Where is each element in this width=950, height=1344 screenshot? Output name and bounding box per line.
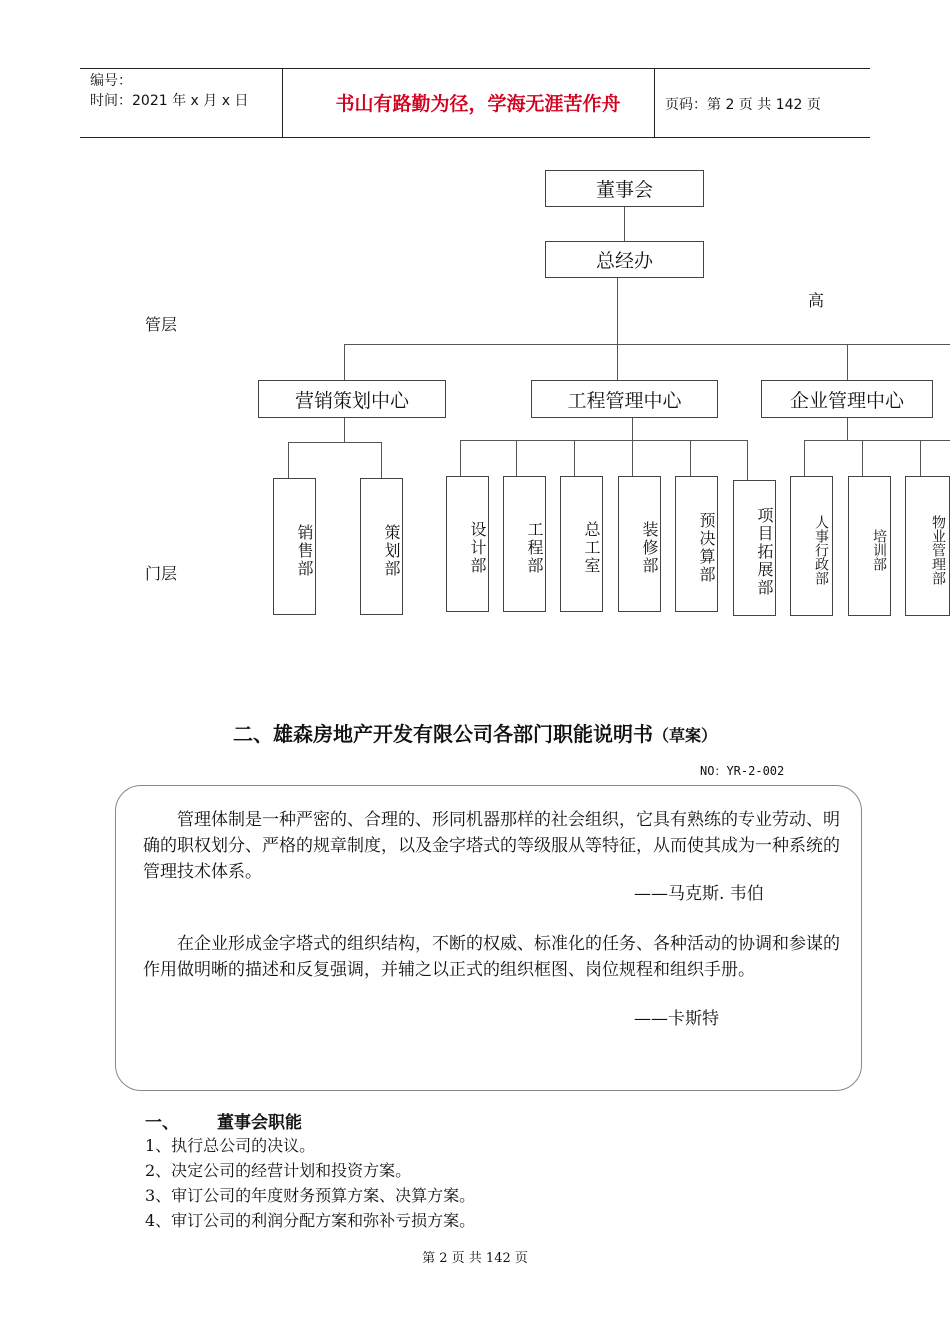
org-connector	[847, 418, 848, 440]
list-item: 2、决定公司的经营计划和投资方案。	[145, 1161, 412, 1180]
quote-text: 管理体制是一种严密的、合理的、形同机器那样的社会组织，它具有熟练的专业劳动、明确的职权划分、严格的规章制度，以及金字塔式的等级服从等特征，从而使其成为一种系统的管理技术体系。	[143, 810, 840, 882]
quote-author: ——马克斯. 韦伯	[634, 884, 764, 904]
list-item: 3、审订公司的年度财务预算方案、决算方案。	[145, 1186, 476, 1205]
org-connector	[460, 440, 461, 476]
org-node-dept-training: 培训部	[848, 476, 891, 616]
org-node-dept-design: 设计部	[446, 476, 489, 612]
org-connector	[624, 207, 625, 241]
org-node-dept-project-expansion: 项目拓展部	[733, 480, 776, 616]
org-node-board: 董事会	[545, 170, 704, 207]
org-connector	[344, 344, 950, 345]
org-connector	[344, 418, 345, 442]
header-meta	[90, 71, 248, 111]
doc-no: NO：YR-2-002	[700, 764, 785, 778]
org-connector	[516, 440, 517, 476]
org-connector	[381, 442, 382, 478]
org-connector	[344, 344, 345, 380]
org-node-engineering-center: 工程管理中心	[531, 380, 718, 418]
org-connector	[288, 442, 289, 478]
level-label-management: 管层	[145, 315, 178, 334]
header-divider	[282, 69, 283, 137]
org-connector	[574, 440, 575, 476]
quote-author: ——卡斯特	[634, 1009, 719, 1029]
org-connector	[632, 440, 633, 476]
quote-box	[115, 785, 862, 1091]
org-connector	[862, 440, 863, 476]
heading-number: 一、	[145, 1113, 179, 1133]
level-label-department: 门层	[145, 564, 178, 583]
org-node-enterprise-center: 企业管理中心	[761, 380, 933, 418]
org-connector	[804, 440, 805, 476]
section-title-text: 二、雄森房地产开发有限公司各部门职能说明书	[232, 722, 653, 746]
doc-time-label: 时间：2021 年 x 月 x 日	[90, 93, 249, 109]
org-node-dept-decoration: 装修部	[618, 476, 661, 612]
org-connector	[690, 440, 691, 476]
org-node-marketing-center: 营销策划中心	[258, 380, 446, 418]
org-node-gm-office: 总经办	[545, 241, 704, 278]
list-item: 1、执行总公司的决议。	[145, 1136, 316, 1155]
page-header	[80, 68, 870, 138]
org-connector	[288, 442, 382, 443]
org-connector	[460, 440, 748, 441]
org-node-dept-engineering: 工程部	[503, 476, 546, 612]
heading-text: 董事会职能	[217, 1113, 302, 1133]
quote-text: 在企业形成金字塔式的组织结构，不断的权威、标准化的任务、各种活动的协调和参谋的作用做明晰的描述和反复强调，并辅之以正式的组织框图、岗位规程和组织手册。	[143, 934, 840, 980]
org-node-dept-chief-engineer: 总工室	[560, 476, 603, 612]
section-title	[0, 718, 950, 747]
org-connector	[847, 344, 848, 380]
header-motto: 书山有路勤为径，学海无涯苦作舟	[335, 93, 621, 115]
board-functions-heading	[145, 1108, 302, 1133]
doc-number-label: 编号：	[90, 73, 132, 89]
level-label-high: 高	[808, 291, 825, 310]
org-connector	[617, 278, 618, 344]
org-node-dept-hr-admin: 人事行政部	[790, 476, 833, 616]
header-divider	[654, 69, 655, 137]
org-connector	[747, 440, 748, 480]
list-item: 4、审订公司的利润分配方案和弥补亏损方案。	[145, 1211, 476, 1230]
org-connector	[920, 440, 921, 476]
org-connector	[632, 418, 633, 440]
org-node-dept-budget: 预决算部	[675, 476, 718, 612]
org-node-dept-planning: 策划部	[360, 478, 403, 615]
org-connector	[804, 440, 950, 441]
org-connector	[617, 344, 618, 380]
page-footer: 第 2 页 共 142 页	[422, 1251, 528, 1266]
header-page-info: 页码：第 2 页 共 142 页	[665, 97, 821, 113]
org-node-dept-sales: 销售部	[273, 478, 316, 615]
section-title-suffix: （草案）	[652, 726, 717, 745]
org-node-dept-property: 物业管理部	[905, 476, 950, 616]
